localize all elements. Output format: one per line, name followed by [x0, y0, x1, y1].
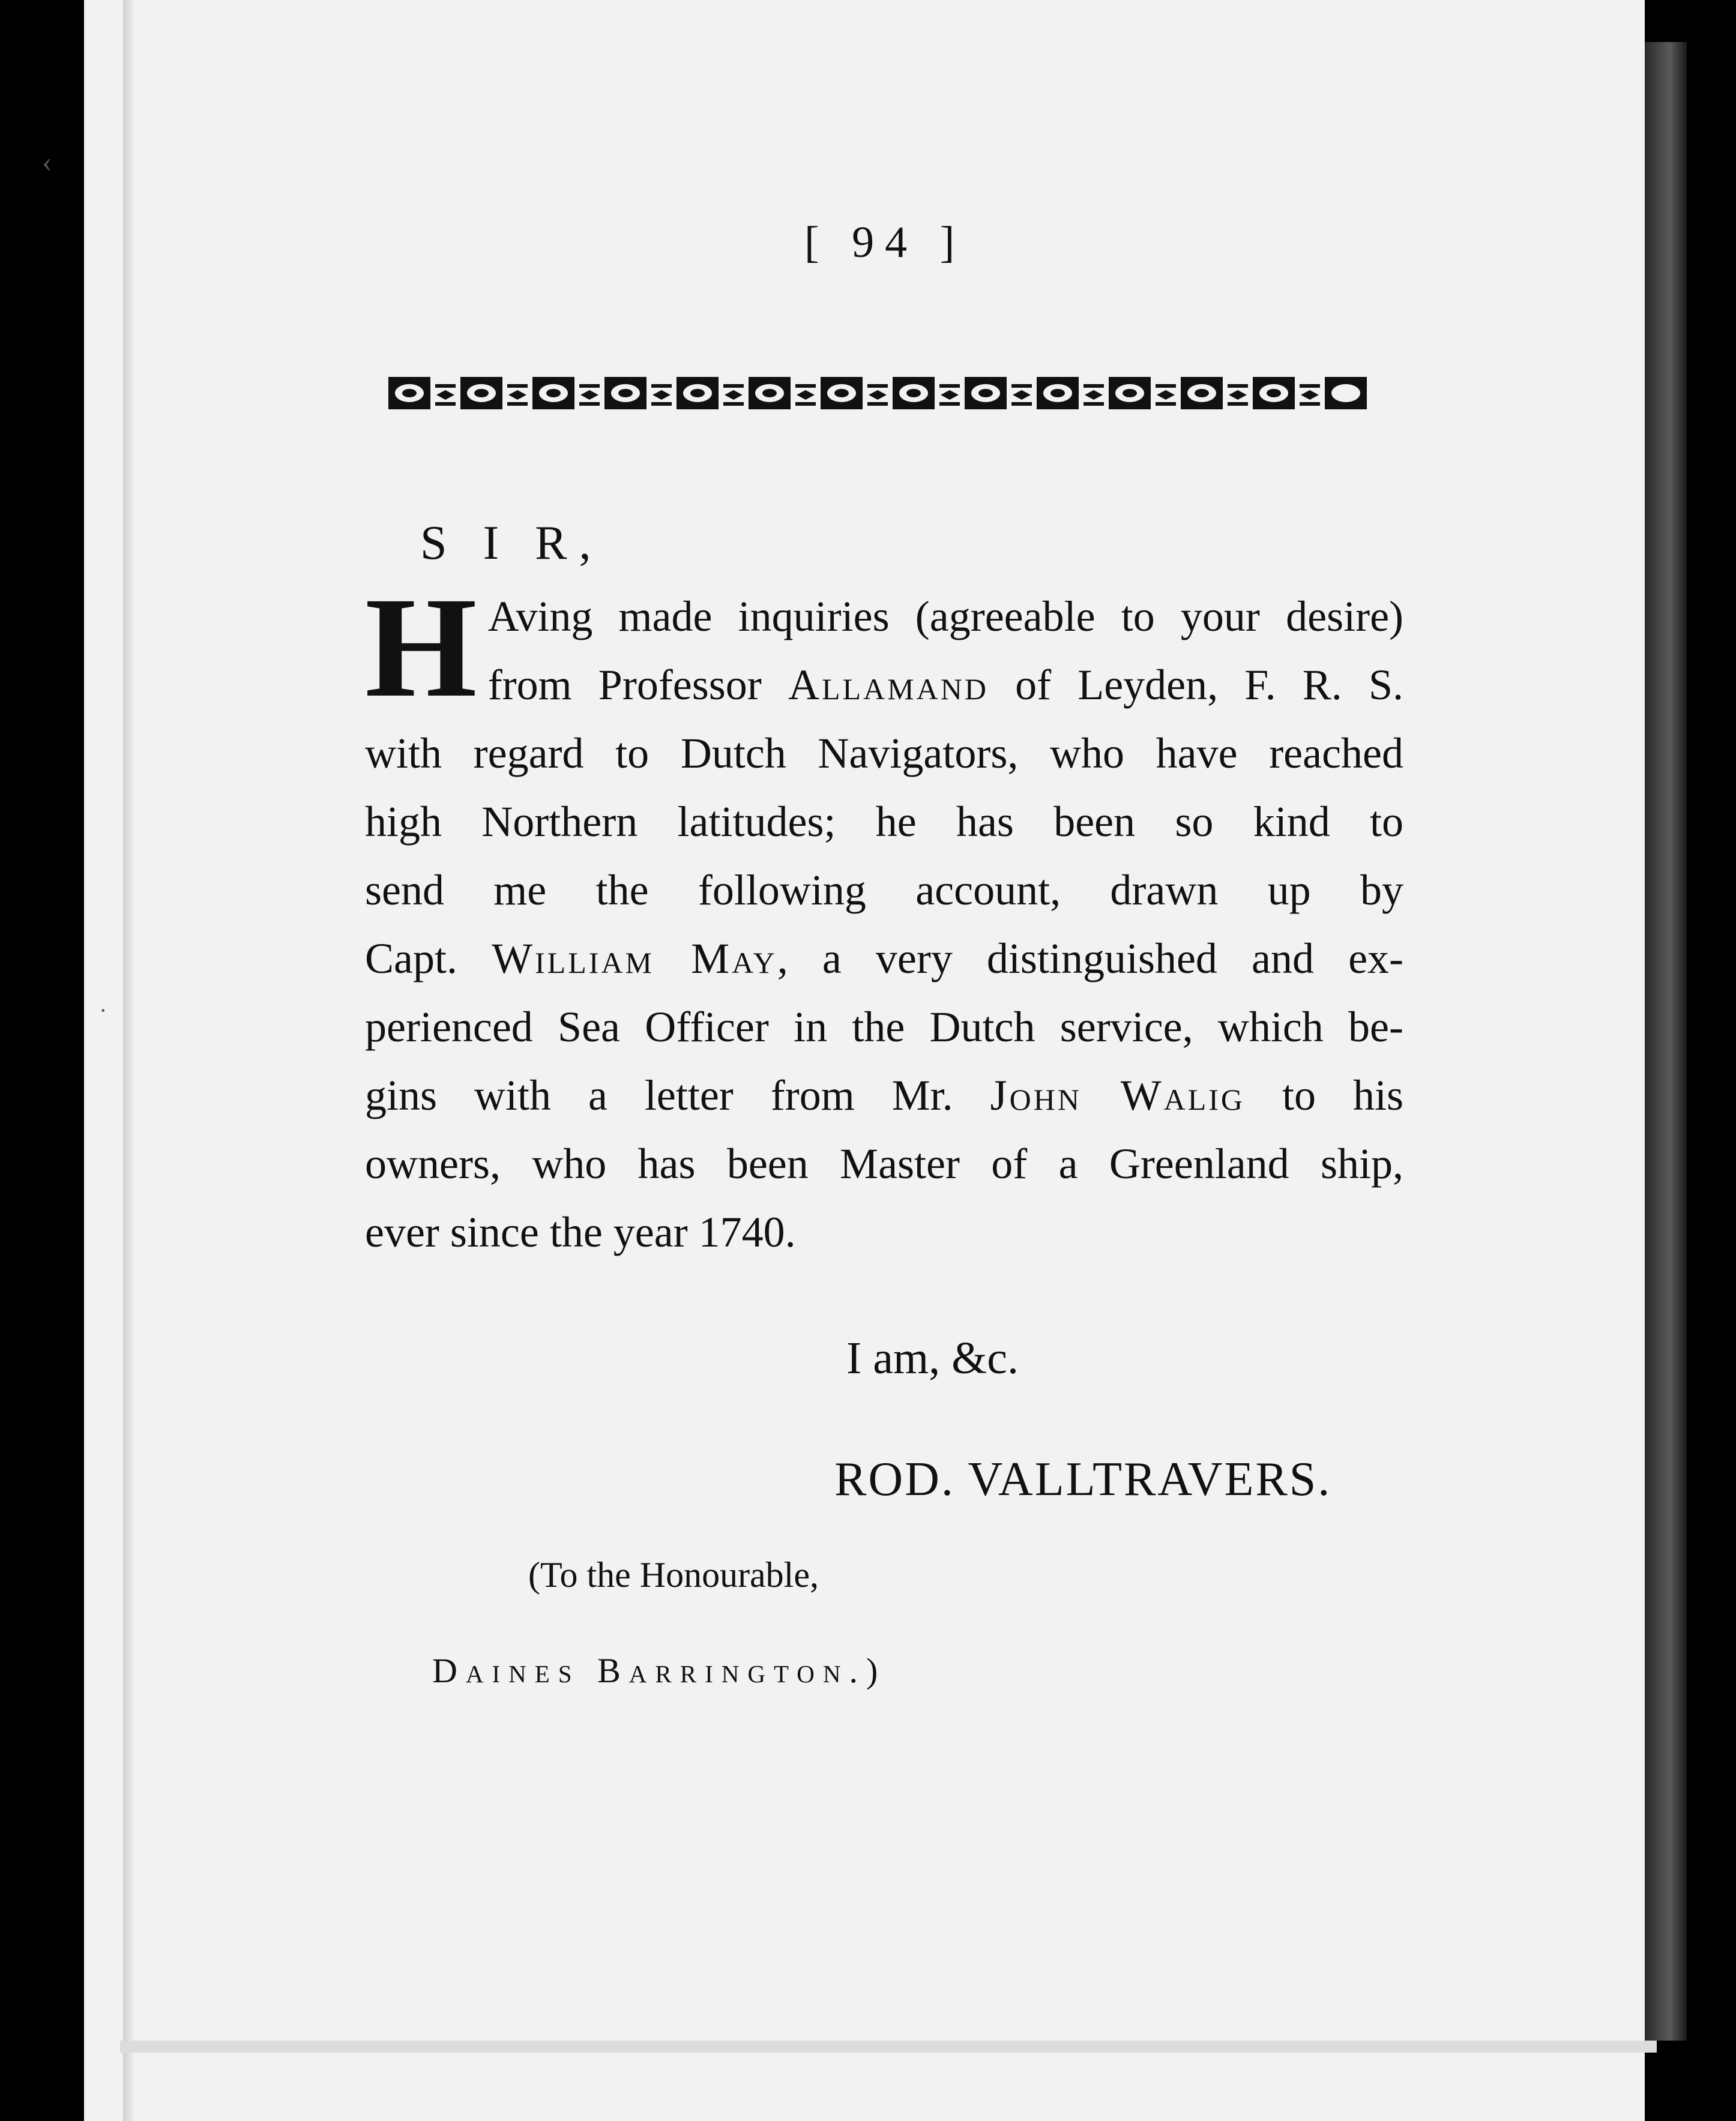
line-text: from Professor [487, 661, 788, 709]
letter-lines [365, 567, 1403, 1266]
letter-line [365, 719, 1403, 787]
page-bottom-edge [120, 2041, 1657, 2053]
small-caps-name: William May [492, 934, 777, 982]
line-text: owners, who has been Master of a Greenland ship, [365, 1140, 1403, 1188]
letter-line [365, 1130, 1403, 1198]
page-number: [ 94 ] [804, 218, 966, 267]
page-fore-edge [1645, 42, 1687, 2041]
addressee-line-1: (To the Honourable, [528, 1555, 819, 1595]
salutation: S I R, [420, 517, 603, 570]
letter-line [365, 1198, 1403, 1266]
line-text: ever since the year 1740. [365, 1208, 796, 1256]
addressee-line-2: Daines Barrington.) [432, 1651, 887, 1690]
margin-dot: · [99, 997, 107, 1024]
letter-body [365, 567, 1403, 1266]
line-text: with regard to Dutch Navigators, who have reached [365, 729, 1403, 777]
line-text: perienced Sea Officer in the Dutch service, which be- [365, 1003, 1403, 1051]
small-caps-name: Allamand [788, 661, 989, 709]
margin-mark: ‹ [42, 145, 52, 178]
letter-line [365, 787, 1403, 856]
letter-line [365, 582, 1403, 651]
letter-line [365, 856, 1403, 924]
line-text: gins with a letter from Mr. [365, 1071, 990, 1119]
letter-line [365, 1061, 1403, 1130]
ornament-border [387, 366, 1390, 420]
line-text: high Northern latitudes; he has been so kind to [365, 798, 1403, 846]
letter-line [365, 924, 1403, 993]
line-text: send me the following account, drawn up by [365, 866, 1403, 914]
line-text: Aving made inquiries (agreeable to your desire) [487, 592, 1403, 640]
closing: I am, &c. [846, 1333, 1019, 1383]
line-text: , a very distinguished and ex- [777, 934, 1403, 982]
letter-line [365, 993, 1403, 1061]
line-text: of Leyden, F. R. S. [988, 661, 1403, 709]
signature: ROD. VALLTRAVERS. [834, 1453, 1332, 1506]
gutter-shadow [123, 0, 135, 2121]
drop-cap: H [365, 567, 477, 727]
line-text: Capt. [365, 934, 492, 982]
small-caps-name: John Walig [990, 1071, 1246, 1119]
line-text: to his [1245, 1071, 1403, 1119]
letter-line [365, 651, 1403, 719]
